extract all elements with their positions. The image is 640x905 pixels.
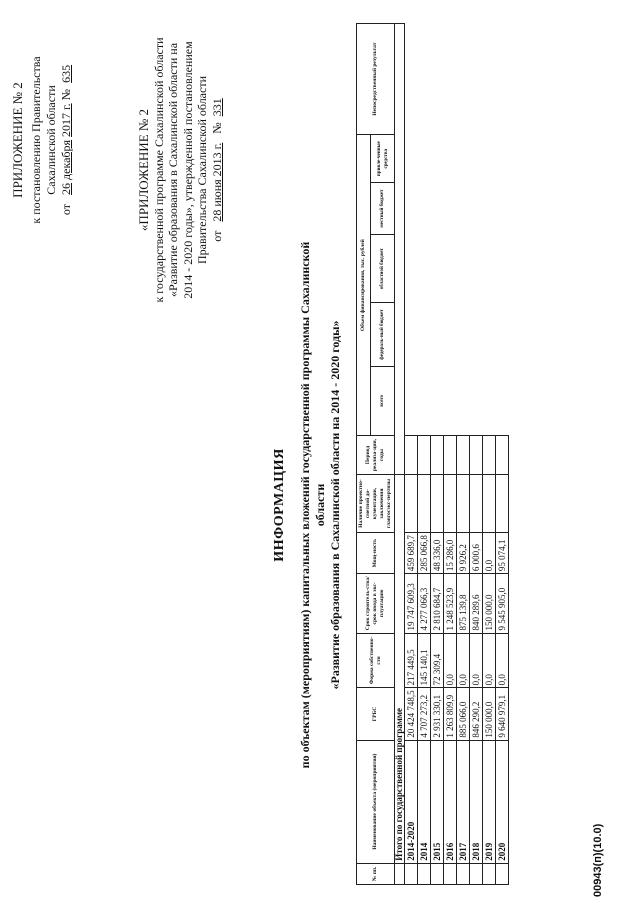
row-no-cell: [418, 863, 431, 884]
row-no-cell: [496, 863, 509, 884]
appendix-title: ПРИЛОЖЕНИЕ № 2: [10, 82, 25, 198]
regional-cell: 19 747 609,3: [405, 574, 418, 633]
appendix-num-prefix: №: [59, 88, 73, 101]
federal-cell: 0,0: [496, 633, 509, 688]
appendix-date-prefix: от: [59, 203, 73, 216]
appendix2-number: 331: [209, 98, 224, 117]
other-cell: [470, 474, 483, 532]
document-code: 00943(п)(10.0): [592, 823, 604, 897]
period-cell: 2016: [444, 740, 457, 863]
appendix-date-year: 2017 г.: [59, 103, 73, 137]
header-funding: Объем финансирования, тыс. рублей: [357, 135, 371, 436]
appendix-line-2: Сахалинской области: [44, 85, 58, 195]
appendix-date-line: [59, 15, 74, 265]
appendix2-date-line: [210, 10, 225, 330]
row-no-cell: [405, 863, 418, 884]
table-row: [457, 24, 470, 885]
header-ownership: Форма собственно-сти: [357, 633, 395, 688]
appendix2-line-2: «Развитие образования в Сахалинской области на: [166, 42, 180, 298]
period-cell: 2015: [431, 740, 444, 863]
regional-cell: 2 810 684,7: [431, 574, 444, 633]
federal-cell: 0,0: [483, 633, 496, 688]
appendix2-line-3: 2014 - 2020 годы», утвержденной постановлением: [180, 41, 195, 299]
local-cell: 48 336,0: [431, 533, 444, 574]
table-row: [405, 24, 418, 885]
header-no: № пп.: [357, 863, 395, 884]
table-row: [483, 24, 496, 885]
header-regional: областной бюджет: [371, 234, 395, 303]
federal-cell: 0,0: [470, 633, 483, 688]
appendix-date-day: 26: [59, 182, 73, 195]
period-cell: 2019: [483, 740, 496, 863]
total-cell: 2 931 330,1: [431, 688, 444, 740]
period-cell: 2018: [470, 740, 483, 863]
total-cell: 1 263 809,9: [444, 688, 457, 740]
other-cell: [444, 474, 457, 532]
local-cell: 9 926,2: [457, 533, 470, 574]
heading-title: ИНФОРМАЦИЯ: [272, 448, 287, 562]
federal-cell: 217 449,5: [405, 633, 418, 688]
other-cell: [483, 474, 496, 532]
regional-cell: 150 000,0: [483, 574, 496, 633]
appendix-block: [10, 15, 74, 265]
result-cell: [470, 436, 483, 475]
appendix2-line-4: Правительства Сахалинской области: [195, 75, 209, 265]
table-row: [496, 24, 509, 885]
regional-cell: 840 289,6: [470, 574, 483, 633]
capital-investments-table: [356, 23, 509, 885]
header-federal: федераль-ный бюджет: [371, 303, 395, 366]
period-cell: 2014: [418, 740, 431, 863]
local-cell: 95 074,1: [496, 533, 509, 574]
document-heading: [272, 225, 343, 785]
header-psd: Наличие проектно-сметной до-кументации, заключения главгосэкс-пертизы: [357, 474, 395, 532]
heading-line-1: по объектам (мероприятиям) капитальных вложений государственной программы Сахалинской области: [298, 241, 327, 769]
result-cell: [418, 436, 431, 475]
regional-cell: 1 248 523,9: [444, 574, 457, 633]
federal-cell: 145 140,1: [418, 633, 431, 688]
appendix2-num-prefix: №: [209, 122, 224, 134]
header-name: Наименование объекта (мероприятия): [357, 740, 395, 863]
header-period: Период реализа-ции, годы: [357, 436, 395, 475]
table-header-row: [357, 24, 371, 885]
total-cell: 9 640 979,1: [496, 688, 509, 740]
appendix2-block: [137, 10, 224, 330]
row-no-cell: [457, 863, 470, 884]
row-no-cell: [483, 863, 496, 884]
total-no-cell: [395, 863, 405, 884]
result-cell: [444, 436, 457, 475]
appendix2-title: «ПРИЛОЖЕНИЕ № 2: [136, 108, 151, 232]
heading-line-2: «Развитие образования в Сахалинской области на 2014 - 2020 годы»: [328, 320, 342, 690]
result-cell: [405, 436, 418, 475]
result-cell: [457, 436, 470, 475]
regional-cell: 4 277 066,3: [418, 574, 431, 633]
table-row: [444, 24, 457, 885]
total-cell: 20 424 748,5: [405, 688, 418, 740]
spacer-cell: [395, 24, 405, 475]
result-cell: [483, 436, 496, 475]
other-cell: [405, 474, 418, 532]
local-cell: 15 286,0: [444, 533, 457, 574]
total-cell: 4 707 273,2: [418, 688, 431, 740]
local-cell: 459 689,7: [405, 533, 418, 574]
header-local: местный бюджет: [371, 183, 395, 235]
regional-cell: 9 545 905,0: [496, 574, 509, 633]
total-label: Итого по государственной программе: [395, 474, 405, 863]
period-cell: 2017: [457, 740, 470, 863]
row-no-cell: [444, 863, 457, 884]
header-term: Срок строитель-ства/срок ввода в экс-плуатацию: [357, 574, 395, 633]
header-capacity: Мощ-ность: [357, 533, 395, 574]
header-result: Непосредственный результат: [357, 24, 395, 135]
total-cell: 150 000,0: [483, 688, 496, 740]
federal-cell: 0,0: [444, 633, 457, 688]
federal-cell: 72 309,4: [431, 633, 444, 688]
total-cell: 846 290,2: [470, 688, 483, 740]
other-cell: [457, 474, 470, 532]
period-cell: 2020: [496, 740, 509, 863]
other-cell: [496, 474, 509, 532]
appendix-date-month: декабря: [59, 139, 73, 180]
local-cell: 6 000,6: [470, 533, 483, 574]
result-cell: [431, 436, 444, 475]
period-cell: 2014-2020: [405, 740, 418, 863]
other-cell: [418, 474, 431, 532]
header-grbs: ГРБС: [357, 688, 395, 740]
appendix-line-1: к постановлению Правительства: [29, 56, 43, 224]
row-no-cell: [470, 863, 483, 884]
table-row: [418, 24, 431, 885]
appendix-number: 635: [59, 64, 73, 83]
table-row: [431, 24, 444, 885]
header-total: всего: [371, 366, 395, 436]
appendix2-date-prefix: от: [209, 230, 224, 242]
appendix2-line-1: к государственной программе Сахалинской области: [151, 37, 166, 303]
header-other: привле-ченные средства: [371, 135, 395, 183]
total-cell: 885 066,0: [457, 688, 470, 740]
table-row: [470, 24, 483, 885]
other-cell: [431, 474, 444, 532]
result-cell: [496, 436, 509, 475]
local-cell: 285 066,8: [418, 533, 431, 574]
table-total-label-row: [395, 24, 405, 885]
local-cell: 0,0: [483, 533, 496, 574]
appendix2-date: 28 июня 2013 г.: [209, 142, 224, 222]
federal-cell: 0,0: [457, 633, 470, 688]
row-no-cell: [431, 863, 444, 884]
regional-cell: 875 139,8: [457, 574, 470, 633]
